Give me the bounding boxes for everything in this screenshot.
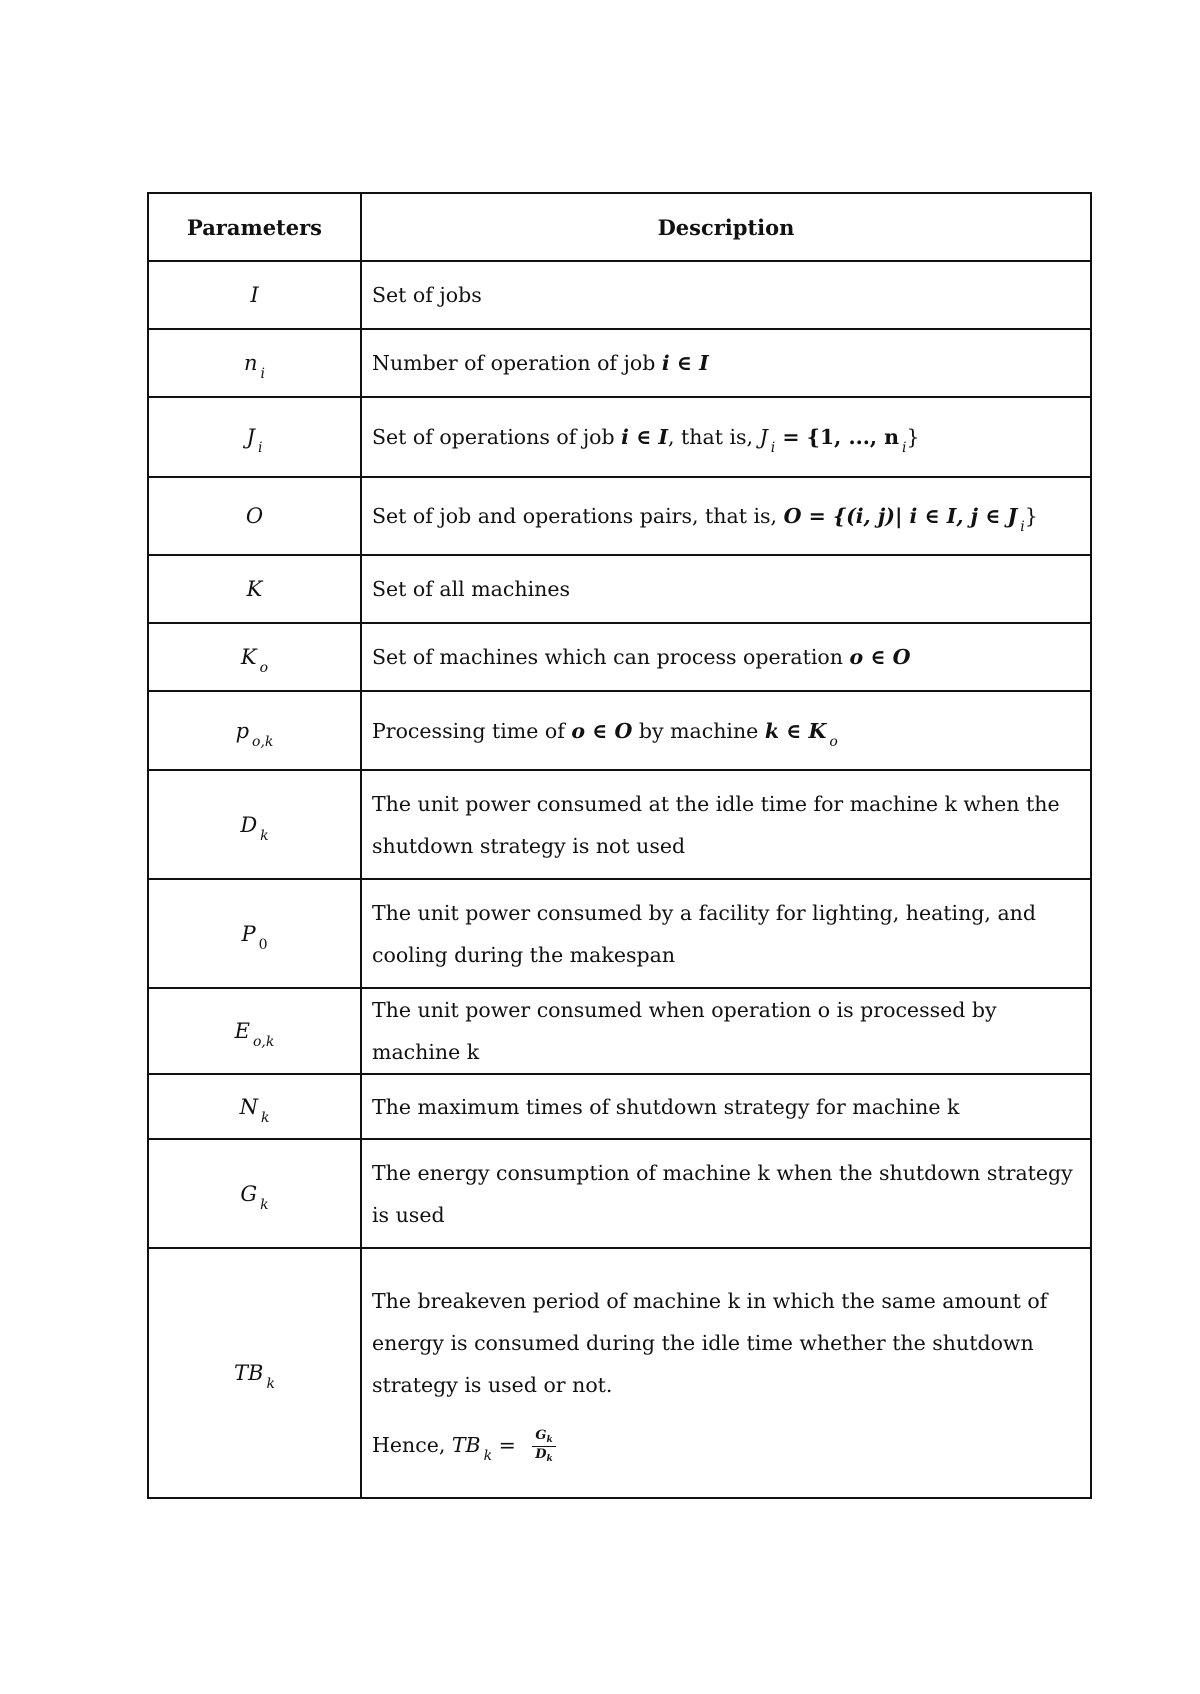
param-symbol: O xyxy=(148,477,361,555)
param-description: The unit power consumed at the idle time for machine k when the shutdown strategy is not used xyxy=(361,770,1091,879)
table-row xyxy=(148,988,1091,1074)
parameters-table xyxy=(147,192,1092,1499)
param-symbol: J $_i$ xyxy=(148,397,361,477)
param-symbol: N $_k$ xyxy=(148,1074,361,1139)
param-description: Set of job and operations pairs, that is, O = {(i, j)| i ∈ I, j ∈ J $_i$} xyxy=(361,477,1091,555)
param-symbol: G $_k$ xyxy=(148,1139,361,1248)
param-symbol: E $_{o,k}$ xyxy=(148,988,361,1074)
table-row xyxy=(148,691,1091,770)
param-symbol: p $_{o,k}$ xyxy=(148,691,361,770)
table-header-row xyxy=(148,193,1091,261)
param-description: The unit power consumed by a facility for lighting, heating, and cooling during the makespan xyxy=(361,879,1091,988)
param-description: The energy consumption of machine k when the shutdown strategy is used xyxy=(361,1139,1091,1248)
param-description: Set of all machines xyxy=(361,555,1091,623)
hence-formula: Hence, TB $_k$ = $\frac{G_k}{D_k}$ xyxy=(372,1424,1082,1466)
table-row xyxy=(148,555,1091,623)
table-row xyxy=(148,329,1091,397)
fraction: $\frac{G_k}{D_k}$ xyxy=(532,1428,555,1465)
param-symbol: n $_i$ xyxy=(148,329,361,397)
table-row xyxy=(148,879,1091,988)
param-description: The breakeven period of machine k in which the same amount of energy is consumed during the idle time whether the shutdown strategy is used or not. Hence, TB $_k$ = $\frac{G_k}{D_k}$ xyxy=(361,1248,1091,1498)
param-description: Set of machines which can process operation o ∈ O xyxy=(361,623,1091,691)
param-description: Number of operation of job i ∈ I xyxy=(361,329,1091,397)
param-symbol: K xyxy=(148,555,361,623)
table-row xyxy=(148,1139,1091,1248)
table-row xyxy=(148,1074,1091,1139)
table-row xyxy=(148,397,1091,477)
param-symbol: D $_k$ xyxy=(148,770,361,879)
param-description: The maximum times of shutdown strategy for machine k xyxy=(361,1074,1091,1139)
table-row xyxy=(148,770,1091,879)
param-symbol: I xyxy=(148,261,361,329)
table-row xyxy=(148,477,1091,555)
param-description: Processing time of o ∈ O by machine k ∈ K $_o$ xyxy=(361,691,1091,770)
header-description: Description xyxy=(361,193,1091,261)
param-symbol: K $_o$ xyxy=(148,623,361,691)
param-description: The unit power consumed when operation o is processed by machine k xyxy=(361,988,1091,1074)
table-row xyxy=(148,1248,1091,1498)
table-row xyxy=(148,261,1091,329)
table-row xyxy=(148,623,1091,691)
param-symbol: P $_0$ xyxy=(148,879,361,988)
header-parameters: Parameters xyxy=(148,193,361,261)
param-description: Set of operations of job i ∈ I, that is, J $_i$ = {1, ..., n $_i$} xyxy=(361,397,1091,477)
param-description: Set of jobs xyxy=(361,261,1091,329)
param-symbol: TB $_k$ xyxy=(148,1248,361,1498)
